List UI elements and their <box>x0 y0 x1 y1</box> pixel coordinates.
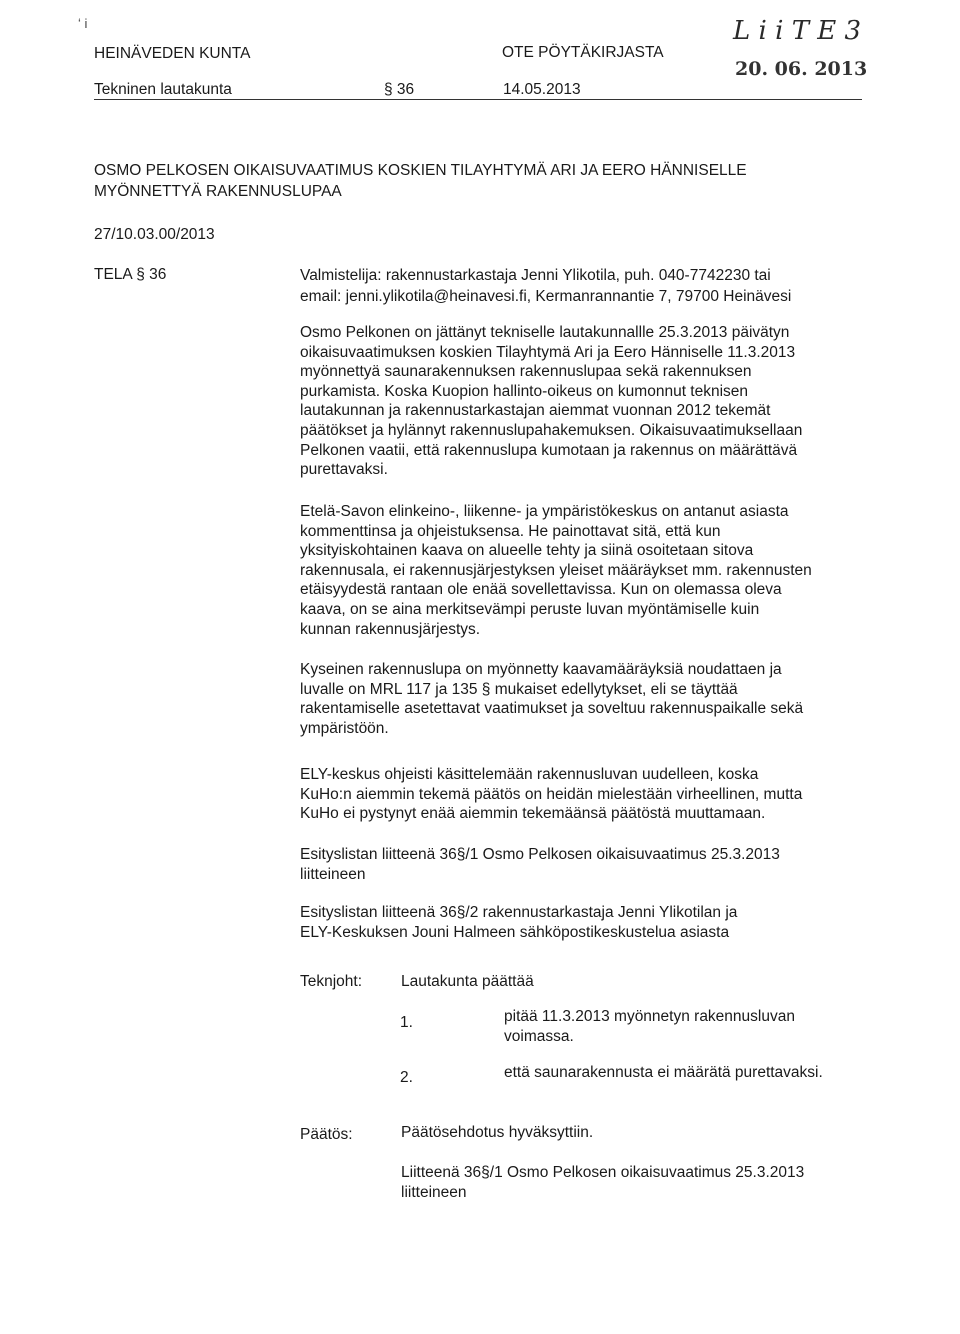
document-title <box>94 160 747 202</box>
paragraph-permit-conditions <box>300 660 880 738</box>
paragraph-attachment-1 <box>300 845 880 884</box>
text-line: ELY-Keskuksen Jouni Halmeen sähköpostikeskustelua asiasta <box>300 923 730 941</box>
organization-name: HEINÄVEDEN KUNTA <box>94 45 251 62</box>
text-line: ELY-keskus ohjeisti käsittelemään rakennusluvan uudelleen, koska <box>300 766 759 783</box>
text-line: Pelkonen vaatii, että rakennuslupa kumotaan ja rakennus on määrättävä <box>300 441 798 459</box>
text-line: rakentamiselle asetettavat vaatimukset ja soveltuu rakennuspaikalle sekä <box>300 700 804 718</box>
proposal-item-text <box>504 1063 884 1083</box>
text-line: KuHo ei pystynyt enää aiemmin tekemäänsä päätöstä muuttamaan. <box>300 805 766 823</box>
text-line: luvalle on MRL 117 ja 135 § mukaiset edellytykset, eli se täyttää <box>300 680 738 698</box>
text-line: Osmo Pelkonen on jättänyt tekniselle lautakunnallle 25.3.2013 päivätyn <box>300 324 790 341</box>
text-line: myönnettyä saunarakennuksen rakennuslupaa sekä rakennuksen <box>300 363 752 381</box>
text-line: ympäristöön. <box>300 719 389 737</box>
proposal-item-number: 2. <box>400 1069 413 1086</box>
paragraph-ely-comments <box>300 502 880 639</box>
text-line: lautakunnan ja rakennustarkastajan aiemmat vuonnan 2012 tekemät <box>300 402 771 420</box>
paragraph-attachment-2 <box>300 903 880 942</box>
proposal-item-number: 1. <box>400 1014 413 1031</box>
section-number: § 36 <box>384 81 415 98</box>
text-line: pitää 11.3.2013 myönnetyn rakennusluvan <box>504 1008 795 1025</box>
text-line: Kyseinen rakennuslupa on myönnetty kaavamääräyksiä noudattaen ja <box>300 661 782 678</box>
text-line: liitteineen <box>401 1184 467 1201</box>
text-line: purkamista. Koska Kuopion hallinto-oikeus on kumonnut teknisen <box>300 382 749 400</box>
document-type: OTE PÖYTÄKIRJASTA <box>502 44 664 61</box>
text-line: yksityiskohtainen kaava on alueelle tehty ja siinä osoitetaan sitova <box>300 542 754 560</box>
tela-section: TELA § 36 <box>94 266 167 283</box>
text-line: oikaisuvaatimuksen koskien Tilayhtymä Ari ja Eero Hänniselle 11.3.2013 <box>300 343 796 361</box>
text-line: liitteineen <box>300 865 366 883</box>
text-line: kommenttinsa ja ohjeistuksensa. He painottavat sitä, että kun <box>300 522 721 540</box>
text-line: etäisyydestä rantaan ole enää sovellettavissa. Kun on olemassa oleva <box>300 581 782 599</box>
stamp-date: 20. 06. 2013 <box>735 58 868 80</box>
decision-label: Päätös: <box>300 1126 353 1143</box>
text-line: KuHo:n aiemmin tekemä päätös on heidän mielestään virheellinen, mutta <box>300 785 803 803</box>
text-line: voimassa. <box>504 1027 574 1045</box>
preparer-block <box>300 265 880 307</box>
text-line: että saunarakennusta ei määrätä purettavaksi. <box>504 1064 823 1081</box>
title-line-1: OSMO PELKOSEN OIKAISUVAATIMUS KOSKIEN TILAYHTYMÄ ARI JA EERO HÄNNISELLE <box>94 162 747 179</box>
reference-number: 27/10.03.00/2013 <box>94 226 215 243</box>
text-line: päätökset ja hylännyt rakennuslupahakemuksen. Oikaisuvaatimuksellaan <box>300 421 803 439</box>
text-line: Liitteenä 36§/1 Osmo Pelkosen oikaisuvaatimus 25.3.2013 <box>401 1164 805 1181</box>
decision-text: Päätösehdotus hyväksyttiin. <box>401 1124 594 1141</box>
text-line: Esityslistan liitteenä 36§/2 rakennustarkastaja Jenni Ylikotilan ja <box>300 904 738 921</box>
corner-mark: ʻ i <box>78 16 88 31</box>
preparer-line: Valmistelija: rakennustarkastaja Jenni Ylikotila, puh. 040-7742230 tai <box>300 267 771 284</box>
title-line-2: MYÖNNETTYÄ RAKENNUSLUPAA <box>94 183 342 200</box>
meeting-date: 14.05.2013 <box>503 81 581 98</box>
text-line: rakennusala, ei rakennusjärjestyksen yleiset määräykset mm. rakennusten <box>300 561 812 579</box>
text-line: kaava, on se aina merkitsevämpi peruste luvan myöntämiselle kuin <box>300 600 760 618</box>
paragraph-complaint <box>300 323 880 480</box>
board-name: Tekninen lautakunta <box>94 81 232 98</box>
decision-attachment <box>401 1163 804 1203</box>
text-line: kunnan rakennusjärjestys. <box>300 620 481 638</box>
proposal-item-text <box>504 1007 884 1046</box>
proposal-label: Teknjoht: <box>300 973 363 990</box>
text-line: purettavaksi. <box>300 461 388 479</box>
paragraph-ely-instruction <box>300 765 880 824</box>
text-line: Etelä-Savon elinkeino-, liikenne- ja ympäristökeskus on antanut asiasta <box>300 503 789 520</box>
header-rule <box>94 99 862 100</box>
text-line: Esityslistan liitteenä 36§/1 Osmo Pelkosen oikaisuvaatimus 25.3.2013 <box>300 846 780 863</box>
proposal-intro: Lautakunta päättää <box>401 973 534 990</box>
handwritten-note: L i i T E 3 <box>733 16 862 46</box>
preparer-line: email: jenni.ylikotila@heinavesi.fi, Kermanrannantie 7, 79700 Heinävesi <box>300 288 792 305</box>
